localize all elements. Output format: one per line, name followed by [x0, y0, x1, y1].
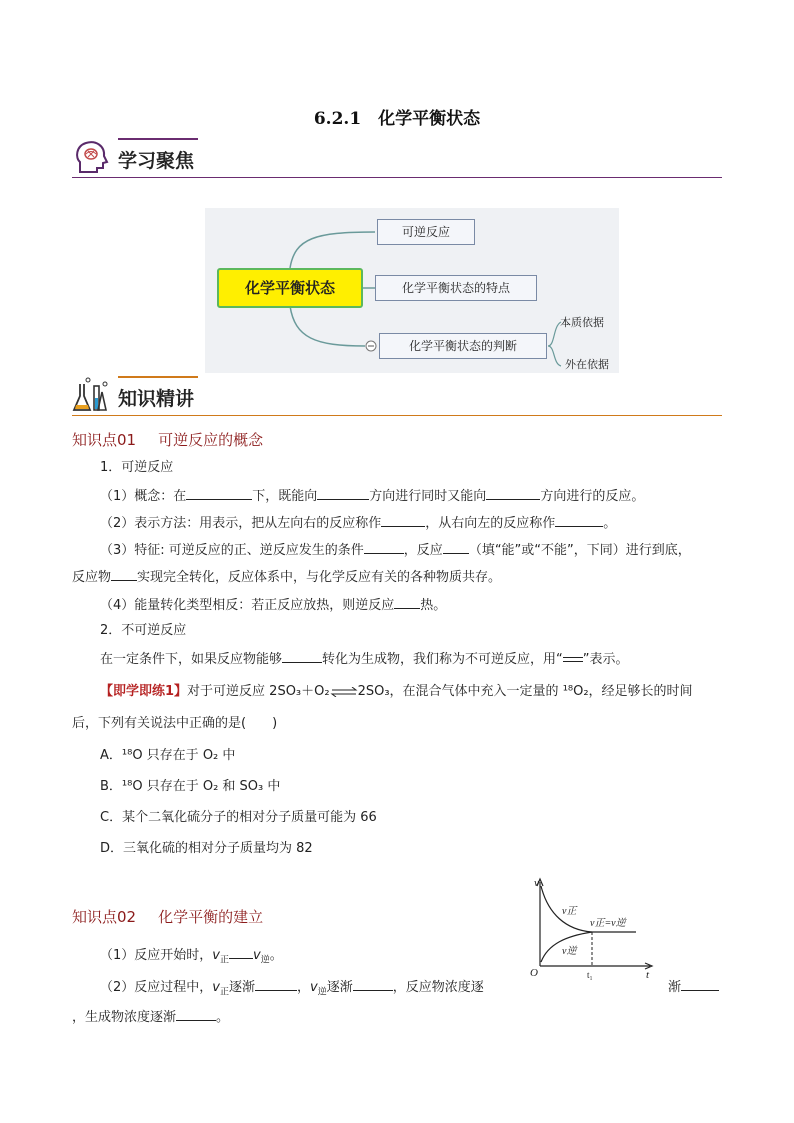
- blank: [176, 1006, 216, 1021]
- mindmap-branch-reversible: 可逆反应: [377, 219, 475, 245]
- point-label: 知识点01: [72, 431, 137, 449]
- reverse-rate-label: v逆: [562, 946, 577, 957]
- blank: [282, 648, 322, 663]
- blank: [381, 512, 425, 527]
- mindmap-leaf-essential: 本质依据: [560, 316, 604, 329]
- exercise-tag: 【即学即练1】: [100, 684, 188, 699]
- point-label: 知识点02: [72, 908, 137, 926]
- section-title-knowledge: 知识精讲: [118, 388, 195, 410]
- y-axis-label: v: [534, 877, 539, 889]
- blank: [443, 539, 469, 554]
- line-process: （2）反应过程中，$v_正$逐渐 ，$v_逆$逐渐 ，反应物浓度逐: [100, 976, 484, 1003]
- mindmap-leaf-external: 外在依据: [565, 358, 609, 371]
- blank: [111, 566, 137, 581]
- line-energy: （4）能量转化类型相反：若正反应放热，则逆反应 热。: [100, 594, 446, 616]
- blank: [555, 512, 603, 527]
- forward-rate-label: v正: [562, 906, 577, 917]
- equals-arrow-icon: [563, 657, 583, 662]
- rate-time-graph: [526, 874, 658, 980]
- section-header-knowledge: [72, 376, 722, 416]
- line-features-cont: 反应物 实现完全转化，反应体系中，与化学反应有关的各种物质共存。: [72, 566, 501, 588]
- lab-flask-icon: [72, 376, 112, 416]
- blank: [229, 944, 253, 959]
- reversible-arrow-icon: [330, 687, 358, 697]
- blank: [317, 485, 369, 500]
- line-process-cont: 渐: [668, 976, 719, 998]
- equal-rate-label: v正=v逆: [590, 918, 626, 929]
- heading-irreversible: 2．不可逆反应: [100, 623, 187, 638]
- blank: [394, 594, 420, 609]
- blank: [486, 485, 540, 500]
- section-deco-line: [118, 138, 198, 140]
- section-title-focus: 学习聚焦: [118, 150, 195, 172]
- exercise-option-d: D．三氧化硫的相对分子质量均为 82: [100, 841, 313, 856]
- exercise-option-c: C．某个二氧化硫分子的相对分子质量可能为 66: [100, 810, 377, 825]
- blank: [186, 485, 252, 500]
- brain-head-icon: [72, 138, 112, 178]
- line-product: ，生成物浓度逐渐 。: [72, 1006, 229, 1028]
- exercise-option-a: A．¹⁸O 只存在于 O₂ 中: [100, 748, 236, 763]
- x-axis-label: t: [646, 969, 650, 980]
- origin-label: O: [530, 967, 538, 979]
- mindmap-center-node: 化学平衡状态: [217, 268, 363, 308]
- line-notation: （2）表示方法：用表示，把从左向右的反应称作 ，从右向左的反应称作 。: [100, 512, 616, 534]
- heading-reversible: 1．可逆反应: [100, 460, 174, 475]
- knowledge-point-01-title: [72, 429, 285, 450]
- line-start: （1）反应开始时，$v_正$ $v_逆$。: [100, 944, 283, 971]
- blank: [681, 976, 719, 991]
- exercise-question-cont: 后，下列有关说法中正确的是( ): [72, 716, 278, 731]
- blank: [255, 976, 297, 991]
- blank: [353, 976, 393, 991]
- mindmap: [205, 208, 619, 373]
- exercise-option-b: B．¹⁸O 只存在于 O₂ 和 SO₃ 中: [100, 779, 281, 794]
- mindmap-branch-judgement: 化学平衡状态的判断: [379, 333, 547, 359]
- point-title: 化学平衡的建立: [158, 908, 264, 926]
- exercise-question: 【即学即练1】对于可逆反应 2SO₃＋O₂ 2SO₃，在混合气体中充入一定量的 ¹⁸O₂，经足够长的时间: [100, 684, 693, 699]
- mindmap-branch-features: 化学平衡状态的特点: [375, 275, 537, 301]
- section-header-focus: [72, 138, 722, 178]
- line-features: （3）特征: 可逆反应的正、逆反应发生的条件 ，反应 （填“能”或“不能”，下同）进行到底，: [100, 539, 724, 561]
- section-underline: [72, 177, 722, 179]
- t1-label: t₁: [587, 970, 593, 980]
- line-irreversible: 在一定条件下，如果反应物能够 转化为生成物，我们称为不可逆反应，用“ ”表示。: [100, 648, 629, 670]
- blank: [364, 539, 404, 554]
- section-underline: [72, 415, 722, 417]
- knowledge-point-02-title: [72, 906, 285, 927]
- point-title: 可逆反应的概念: [158, 431, 264, 449]
- page-title: 6.2.1 化学平衡状态: [313, 109, 481, 129]
- section-deco-line: [118, 376, 198, 378]
- line-concept: （1）概念：在 下，既能向 方向进行同时又能向 方向进行的反应。: [100, 485, 644, 507]
